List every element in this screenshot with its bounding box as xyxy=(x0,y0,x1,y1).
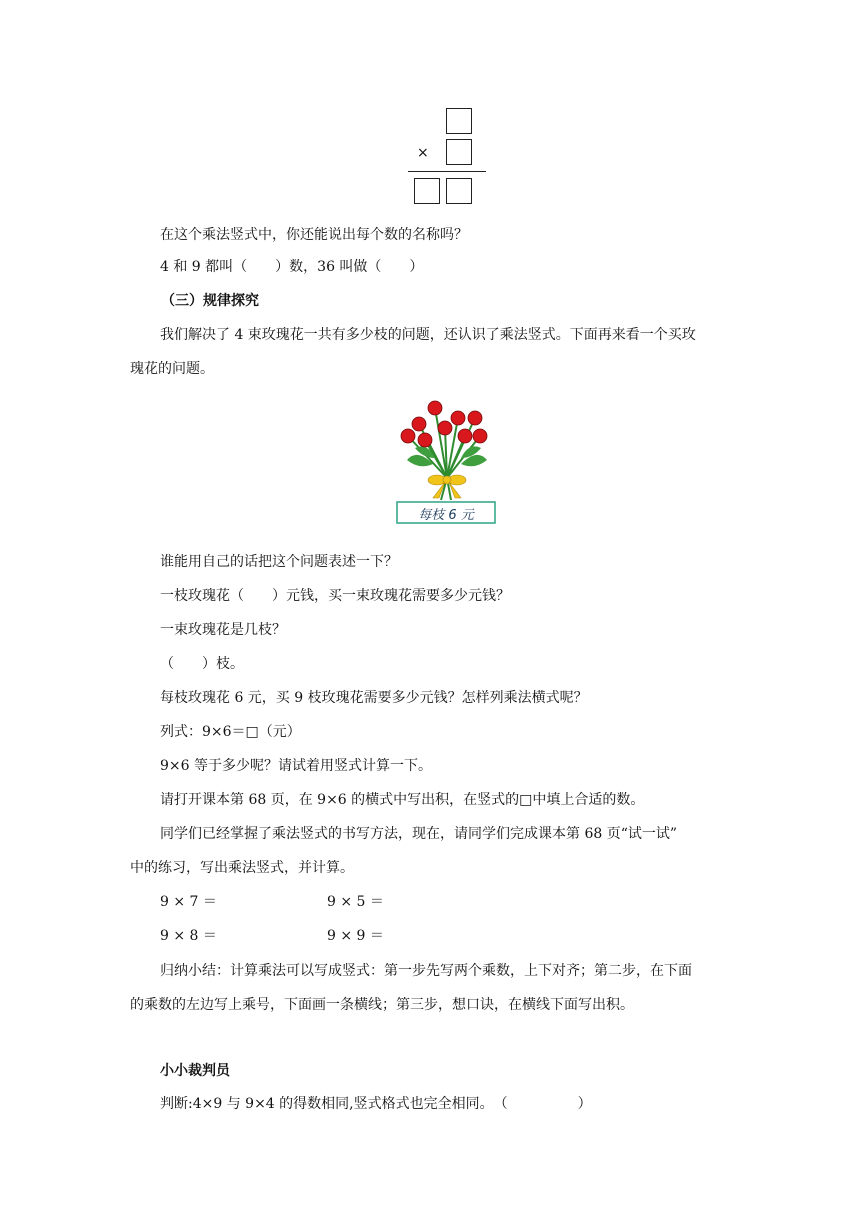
bunch-fill-in: （ ）枝。 xyxy=(160,656,244,672)
section-title: （三）规律探究 xyxy=(161,293,259,309)
exercise-3: 9 × 8 ＝ xyxy=(160,928,217,944)
summary-line-2: 的乘数的左边写上乘号，下面画一条横线；第三步，想口诀，在横线下面写出积。 xyxy=(130,997,634,1013)
bunch-question: 一束玫瑰花是几枝？ xyxy=(160,622,286,638)
product-ones-box xyxy=(446,178,472,204)
second-digit-box xyxy=(446,139,472,165)
price-tag-label: 每枝 6 元 xyxy=(418,508,474,523)
price-question: 一枝玫瑰花（ ）元钱，买一束玫瑰花需要多少元钱？ xyxy=(160,588,510,604)
practice-line-1: 同学们已经掌握了乘法竖式的书写方法，现在，请同学们完成课本第 68 页“试一试” xyxy=(160,826,678,842)
exercise-1: 9 × 7 ＝ xyxy=(160,894,217,910)
judge-title: 小小裁判员 xyxy=(160,1063,230,1079)
question-names: 在这个乘法竖式中，你还能说出每个数的名称吗？ xyxy=(160,227,468,243)
exercise-4: 9 × 9 ＝ xyxy=(327,928,384,944)
vertical-multiplication xyxy=(400,108,490,208)
exercise-2: 9 × 5 ＝ xyxy=(327,894,384,910)
judge-question: 判断:4×9 与 9×4 的得数相同,竖式格式也完全相同。 （ ） xyxy=(160,1096,592,1112)
product-tens-box xyxy=(414,178,440,204)
how-question: 每枝玫瑰花 6 元，买 9 枝玫瑰花需要多少元钱？怎样列乘法横式呢？ xyxy=(160,690,588,706)
result-line xyxy=(408,171,486,172)
compute-question: 9×6 等于多少呢？请试着用竖式计算一下。 xyxy=(160,758,432,774)
top-digit-box xyxy=(446,108,472,134)
names-fill-in: 4 和 9 都叫（ ）数，36 叫做（ ） xyxy=(160,259,424,275)
practice-line-2: 中的练习，写出乘法竖式，并计算。 xyxy=(130,860,354,876)
summary-line-1: 归纳小结：计算乘法可以写成竖式：第一步先写两个乘数，上下对齐；第二步，在下面 xyxy=(160,963,692,979)
intro-line-1: 我们解决了 4 束玫瑰花一共有多少枝的问题，还认识了乘法竖式。下面再来看一个买玫 xyxy=(160,327,696,343)
formula: 列式：9×6＝□（元） xyxy=(160,724,301,740)
intro-line-2: 瑰花的问题。 xyxy=(130,361,214,377)
retell-question: 谁能用自己的话把这个问题表述一下？ xyxy=(160,554,398,570)
open-book-instruction: 请打开课本第 68 页，在 9×6 的横式中写出积，在竖式的□中填上合适的数。 xyxy=(160,792,645,808)
multiply-sign: × xyxy=(417,145,429,161)
